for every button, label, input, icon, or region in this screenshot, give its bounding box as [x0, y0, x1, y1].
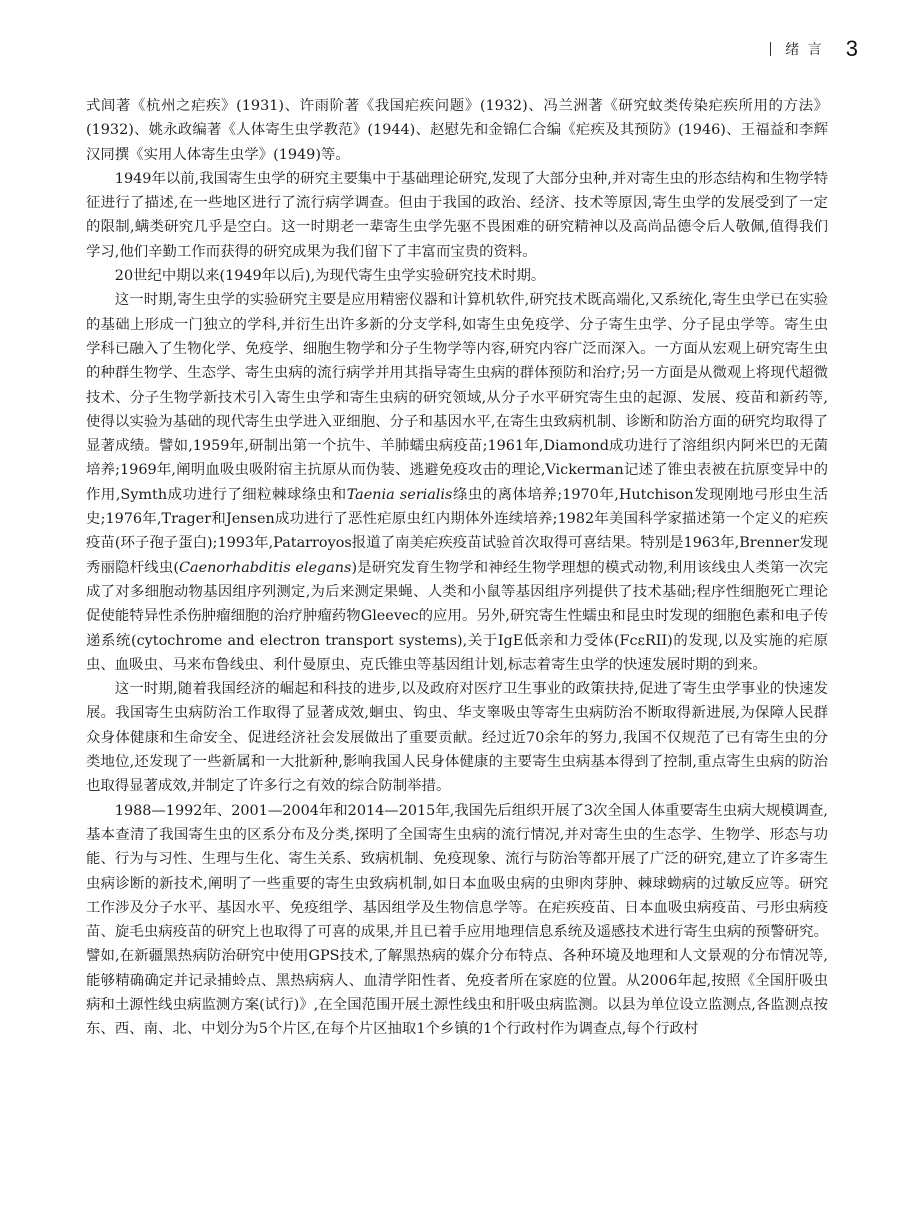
text-run: 这一时期,随着我国经济的崛起和科技的进步,以及政府对医疗卫生事业的政策扶持,促进了寄生虫学事业的快速发展。我国寄生虫病防治工作取得了显著成效,蛔虫、钩虫、华支睾吸虫等寄生虫病防治不断取得新进展,为保障人民群众身体健康和生命安全、促进经济社会发展做出了重要贡献。经过近70余年的努力,我国不仅规范了已有寄生虫的分类地位,还发现了一些新属和一大批新种,影响我国人民身体健康的主要寄生虫病基本得到了控制,重点寄生虫病的防治也取得显著成效,并制定了许多行之有效的综合防制举措。	[86, 681, 828, 795]
text-run: 1949年以前,我国寄生虫学的研究主要集中于基础理论研究,发现了大部分虫种,并对寄生虫的形态结构和生物学特征进行了描述,在一些地区进行了流行病学调查。但由于我国的政治、经济、技术等原因,寄生虫学的发展受到了一定的限制,螨类研究几乎是空白。这一时期老一辈寄生虫学先驱不畏困难的研究精神以及高尚品德令后人敬佩,值得我们学习,他们辛勤工作而获得的研究成果为我们留下了丰富而宝贵的资料。	[86, 170, 828, 260]
text-run: 这一时期,寄生虫学的实验研究主要是应用精密仪器和计算机软件,研究技术既高端化,又系统化,寄生虫学已在实验的基础上形成一门独立的学科,并衍生出许多新的分支学科,如寄生虫免疫学、分子寄生虫学、分子昆虫学等。寄生虫学科已融入了生物化学、免疫学、细胞生物学和分子生物学等内容,研究内容广泛而深入。一方面从宏观上研究寄生虫的种群生物学、生态学、寄生虫病的流行病学并用其指导寄生虫病的群体预防和治疗;另一方面是从微观上将现代超微技术、分子生物学新技术引入寄生虫学和寄生虫病的研究领域,从分子水平研究寄生虫的起源、发展、疫苗和新药等,使得以实验为基础的现代寄生虫学进入亚细胞、分子和基因水平,在寄生虫致病机制、诊断和防治方面的研究均取得了显著成绩。譬如,1959年,研制出第一个抗牛、羊肺蠕虫病疫苗;1961年,Diamond成功进行了溶组织内阿米巴的无菌培养;1969年,阐明血吸虫吸附宿主抗原从而伪装、逃避免疫攻击的理论,Vickerman记述了锥虫表被在抗原变异中的作用,Symth成功进行了细粒棘球绦虫和	[86, 292, 828, 503]
paragraph	[86, 288, 828, 677]
chapter-title: 绪 言	[785, 42, 824, 58]
italic-term: Taenia serialis	[346, 486, 453, 503]
page-number: 3	[845, 36, 858, 61]
text-run: 1988—1992年、2001—2004年和2014—2015年,我国先后组织开展了3次全国人体重要寄生虫病大规模调查,基本查清了我国寄生虫的区系分布及分类,探明了全国寄生虫病的流行情况,并对寄生虫的生态学、生物学、形态与功能、行为与习性、生理与生化、寄生关系、致病机制、免疫现象、流行与防治等都开展了广泛的研究,建立了许多寄生虫病诊断的新技术,阐明了一些重要的寄生虫致病机制,如日本血吸虫病的虫卵肉芽肿、棘球蚴病的过敏反应等。研究工作涉及分子水平、基因水平、免疫组学、基因组学及生物信息学等。在疟疾疫苗、日本血吸虫病疫苗、弓形虫病疫苗、旋毛虫病疫苗的研究上也取得了可喜的成果,并且已着手应用地理信息系统及遥感技术进行寄生虫病的预警研究。譬如,在新疆黑热病防治研究中使用GPS技术,了解黑热病的媒介分布特点、各种环境及地理和人文景观的分布情况等,能够精确确定并记录捕蛉点、黑热病病人、血清学阳性者、免疫者所在家庭的位置。从2006年起,按照《全国肝吸虫病和土源性线虫病监测方案(试行)》,在全国范围开展土源性线虫和肝吸虫病监测。以县为单位设立监测点,各监测点按东、西、南、北、中划分为5个片区,在每个片区抽取1个乡镇的1个行政村作为调查点,每个行政村	[86, 802, 828, 1038]
paragraph	[86, 264, 828, 288]
running-header	[770, 36, 858, 62]
paragraph	[86, 167, 828, 264]
header-divider	[770, 42, 771, 56]
text-run: 绦虫的离体培养;1970年,Hutchison发现刚地弓形虫生活史;1976年,Trager和Jensen成功进行了恶性疟原虫红内期体外连续培养;1982年美国科学家描述第一个定义的疟疾疫苗(环子孢子蛋白);1993年,Patarroyos报道了南美疟疾疫苗试验首次取得可喜结果。特别是1963年,Brenner发现秀丽隐杆线虫(	[86, 486, 828, 576]
paragraph	[86, 799, 828, 1042]
paragraph	[86, 94, 828, 167]
body-text	[86, 94, 828, 1042]
text-run: )是研究发育生物学和神经生物学理想的模式动物,利用该线虫人类第一次完成了对多细胞动物基因组序列测定,为后来测定果蝇、人类和小鼠等基因组序列提供了技术基础;程序性细胞死亡理论促使能特异性杀伤肿瘤细胞的治疗肿瘤药物Gleevec的应用。另外,研究寄生性蠕虫和昆虫时发现的细胞色素和电子传递系统(cytochrome and electron transport systems),关于IgE低亲和力受体(FcεRII)的发现,以及实施的疟原虫、血吸虫、马来布鲁线虫、利什曼原虫、克氏锥虫等基因组计划,标志着寄生虫学的快速发展时期的到来。	[86, 559, 828, 673]
paragraph	[86, 677, 828, 798]
italic-term: Caenorhabditis elegans	[179, 559, 352, 576]
text-run: 20世纪中期以来(1949年以后),为现代寄生虫学实验研究技术时期。	[114, 268, 546, 285]
text-run: 式闾著《杭州之疟疾》(1931)、许雨阶著《我国疟疾问题》(1932)、冯兰洲著《研究蚊类传染疟疾所用的方法》(1932)、姚永政编著《人体寄生虫学教范》(1944)、赵慰先和金锦仁合编《疟疾及其预防》(1946)、王福益和李辉汉同撰《实用人体寄生虫学》(1949)等。	[86, 98, 828, 163]
